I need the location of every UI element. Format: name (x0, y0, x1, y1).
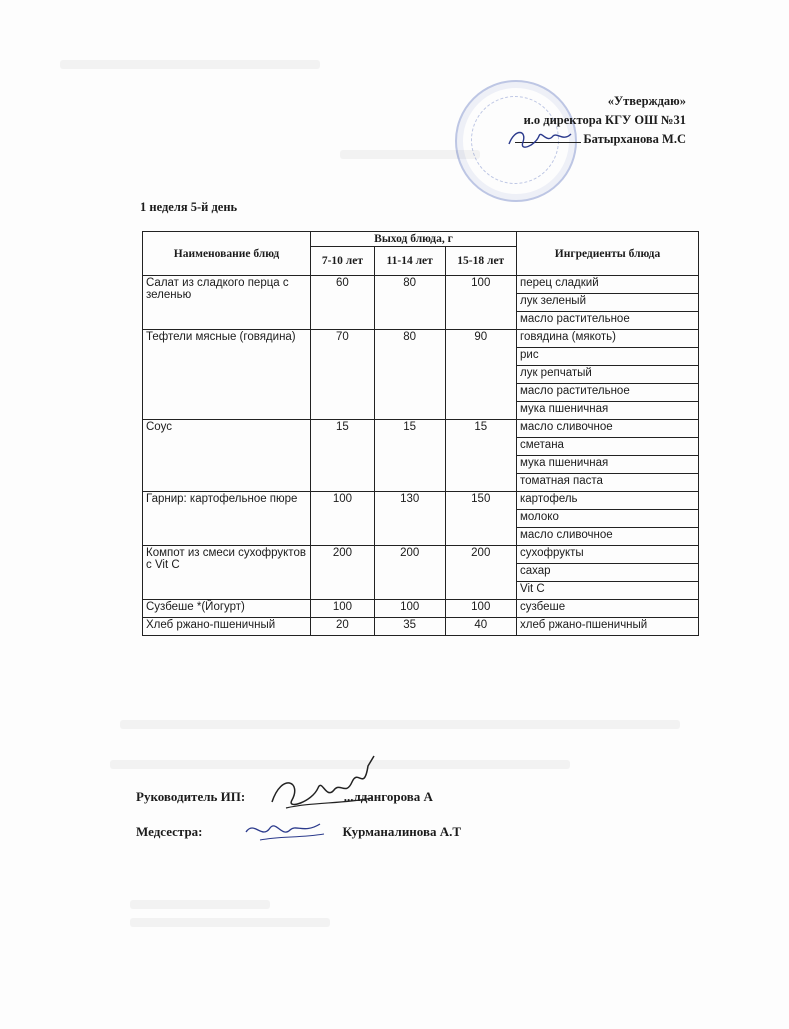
dish-name: Сузбеше *(Йогурт) (143, 600, 311, 618)
header-dish-name: Наименование блюд (143, 232, 311, 276)
dish-name: Соус (143, 420, 311, 492)
ingredient: сметана (517, 438, 699, 456)
dish-value: 130 (374, 492, 445, 546)
dish-value: 90 (445, 330, 517, 420)
dish-value: 35 (374, 618, 445, 636)
header-age: 15-18 лет (445, 247, 517, 276)
dish-value: 60 (311, 276, 375, 330)
ingredient: масло сливочное (517, 420, 699, 438)
dish-value: 100 (311, 492, 375, 546)
dish-value: 20 (311, 618, 375, 636)
bleed-through-mark (120, 720, 680, 729)
header-age: 7-10 лет (311, 247, 375, 276)
header-output: Выход блюда, г (311, 232, 517, 247)
director-signature (505, 124, 575, 154)
table-row (143, 492, 699, 510)
ingredient: масло сливочное (517, 528, 699, 546)
bleed-through-mark (130, 918, 330, 927)
dish-value: 15 (374, 420, 445, 492)
ingredient: Vit C (517, 582, 699, 600)
ingredient: молоко (517, 510, 699, 528)
ingredient: картофель (517, 492, 699, 510)
table-row (143, 420, 699, 438)
ingredient: лук зеленый (517, 294, 699, 312)
approval-signer: Батырханова М.С (515, 130, 686, 149)
dish-value: 40 (445, 618, 517, 636)
ingredient: рис (517, 348, 699, 366)
approval-title: «Утверждаю» (607, 94, 686, 108)
nurse-label: Медсестра: (136, 824, 203, 839)
ingredient: масло растительное (517, 384, 699, 402)
dish-name: Салат из сладкого перца с зеленью (143, 276, 311, 330)
dish-value: 100 (374, 600, 445, 618)
dish-value: 70 (311, 330, 375, 420)
ingredient: лук репчатый (517, 366, 699, 384)
nurse-signature (240, 810, 330, 850)
header-ingredients: Ингредиенты блюда (517, 232, 699, 276)
header-age: 11-14 лет (374, 247, 445, 276)
dish-name: Тефтели мясные (говядина) (143, 330, 311, 420)
dish-value: 100 (445, 600, 517, 618)
bleed-through-mark (130, 900, 270, 909)
ingredient: мука пшеничная (517, 456, 699, 474)
table-row (143, 546, 699, 564)
ingredient: сухофрукты (517, 546, 699, 564)
ingredient: сузбеше (517, 600, 699, 618)
dish-value: 100 (445, 276, 517, 330)
table-row (143, 618, 699, 636)
dish-value: 80 (374, 330, 445, 420)
dish-value: 200 (374, 546, 445, 600)
table-row (143, 276, 699, 294)
dish-value: 200 (311, 546, 375, 600)
dish-value: 150 (445, 492, 517, 546)
nurse-name: Курманалинова А.Т (342, 824, 462, 839)
week-day-label: 1 неделя 5-й день (140, 200, 238, 214)
ingredient: перец сладкий (517, 276, 699, 294)
ingredient: хлеб ржано-пшеничный (517, 618, 699, 636)
dish-value: 15 (311, 420, 375, 492)
table-row (143, 600, 699, 618)
dish-value: 100 (311, 600, 375, 618)
menu-table (142, 231, 699, 636)
approval-position: и.о директора КГУ ОШ №31 (523, 113, 686, 127)
ingredient: мука пшеничная (517, 402, 699, 420)
dish-value: 200 (445, 546, 517, 600)
dish-value: 15 (445, 420, 517, 492)
ingredient: сахар (517, 564, 699, 582)
head-name: ...лдангорова А (343, 789, 433, 804)
table-row (143, 330, 699, 348)
dish-name: Хлеб ржано-пшеничный (143, 618, 311, 636)
dish-value: 80 (374, 276, 445, 330)
ingredient: масло растительное (517, 312, 699, 330)
ingredient: томатная паста (517, 474, 699, 492)
head-label: Руководитель ИП: (136, 789, 246, 804)
ingredient: говядина (мякоть) (517, 330, 699, 348)
bleed-through-mark (60, 60, 320, 69)
dish-name: Компот из смеси сухофруктов с Vit C (143, 546, 311, 600)
dish-name: Гарнир: картофельное пюре (143, 492, 311, 546)
